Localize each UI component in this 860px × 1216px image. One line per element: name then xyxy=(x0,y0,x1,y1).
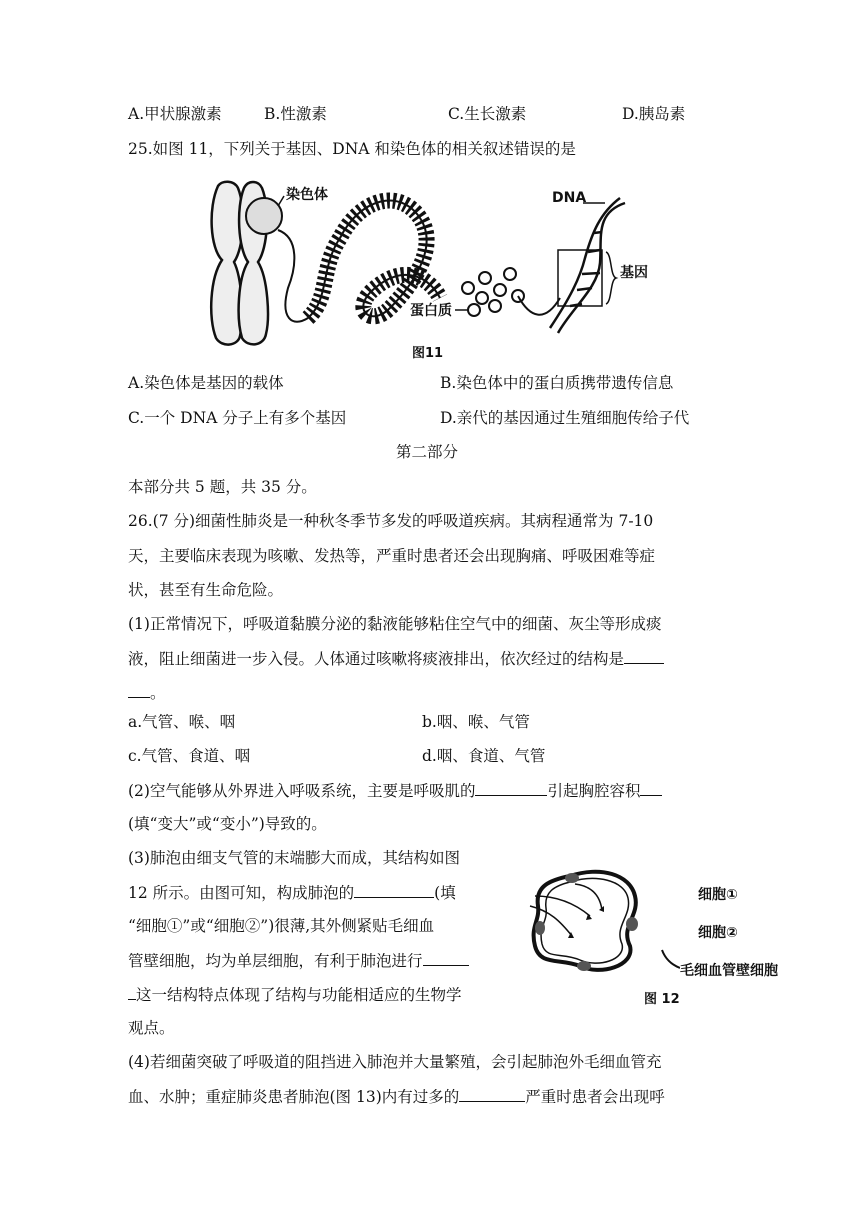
q26-sub3-text-d: 这一结构特点体现了结构与功能相适应的生物学 xyxy=(136,986,462,1004)
part2-title: 第二部分 xyxy=(396,443,459,461)
figure-12 xyxy=(520,866,820,1008)
q26-sub1-text: 液，阻止细菌进一步入侵。人体通过咳嗽将痰液排出，依次经过的结构是 xyxy=(128,650,625,668)
gene-label: 基因 xyxy=(620,265,648,281)
q24-option-b: B.性激素 xyxy=(264,105,327,123)
q26-sub1-line3 xyxy=(128,681,166,704)
q26-option-b: b.咽、喉、气管 xyxy=(422,713,530,731)
cell1-label: 细胞① xyxy=(698,887,738,903)
q26-sub3-text-c: 管壁细胞，均为单层细胞，有利于肺泡进行 xyxy=(128,952,423,970)
q26-sub1-end: 。 xyxy=(150,684,166,702)
chromosome-label: 染色体 xyxy=(286,187,328,203)
answer-blank-3[interactable] xyxy=(640,779,662,796)
q25-stem: 25.如图 11，下列关于基因、DNA 和染色体的相关叙述错误的是 xyxy=(128,140,576,158)
q26-sub3-line6: 观点。 xyxy=(128,1019,175,1037)
answer-blank-5-cont[interactable] xyxy=(128,983,136,1000)
q26-sub4-text-a: 血、水肿；重症肺炎患者肺泡(图 13)内有过多的 xyxy=(128,1088,460,1106)
q26-sub3-text-b: (填 xyxy=(434,884,456,902)
q25-option-a: A.染色体是基因的载体 xyxy=(128,374,284,392)
q24-option-c: C.生长激素 xyxy=(448,105,527,123)
q26-sub4-line1: (4)若细菌突破了呼吸道的阻挡进入肺泡并大量繁殖，会引起肺泡外毛细血管充 xyxy=(128,1053,662,1071)
q26-sub3-line4 xyxy=(128,949,469,972)
q25-option-c: C.一个 DNA 分子上有多个基因 xyxy=(128,409,347,427)
q26-sub3-line1: (3)肺泡由细支气管的末端膨大而成，其结构如图 xyxy=(128,849,460,867)
q26-sub3-line3: “细胞①”或“细胞②”)很薄,其外侧紧贴毛细血 xyxy=(128,917,435,935)
answer-blank-1-cont[interactable] xyxy=(128,681,150,698)
answer-blank-4[interactable] xyxy=(354,881,434,898)
alveolus-diagram xyxy=(520,866,680,976)
q25-option-b: B.染色体中的蛋白质携带遗传信息 xyxy=(440,374,674,392)
q26-sub2-text-b: 引起胸腔容积 xyxy=(547,782,641,800)
protein-label: 蛋白质 xyxy=(410,303,452,319)
figure-11-caption: 图11 xyxy=(412,346,444,361)
q26-sub4-text-b: 严重时患者会出现呼 xyxy=(525,1088,665,1106)
dna-label: DNA xyxy=(552,190,587,206)
q26-option-c: c.气管、食道、咽 xyxy=(128,747,251,765)
q26-sub4-line2 xyxy=(128,1085,665,1108)
chromosome-drawing xyxy=(211,182,284,345)
q26-option-d: d.咽、食道、气管 xyxy=(422,747,546,765)
q26-sub2-text-a: (2)空气能够从外界进入呼吸系统，主要是呼吸肌的 xyxy=(128,782,476,800)
q25-option-d: D.亲代的基因通过生殖细胞传给子代 xyxy=(440,409,690,427)
answer-blank-1[interactable] xyxy=(624,647,664,664)
capillary-cell-label: 毛细血管壁细胞 xyxy=(680,963,778,979)
q26-sub3-line5 xyxy=(128,983,462,1006)
q26-option-a: a.气管、喉、咽 xyxy=(128,713,236,731)
answer-blank-2[interactable] xyxy=(475,779,547,796)
q24-option-d: D.胰岛素 xyxy=(622,105,686,123)
dna-helix xyxy=(550,198,625,333)
answer-blank-6[interactable] xyxy=(459,1085,525,1102)
q26-sub1-line2 xyxy=(128,647,664,670)
q26-sub3-line2 xyxy=(128,881,456,904)
answer-blank-5[interactable] xyxy=(423,949,469,966)
figure-11 xyxy=(200,178,660,368)
q26-stem-line1: 26.(7 分)细菌性肺炎是一种秋冬季节多发的呼吸道疾病。其病程通常为 7-10 xyxy=(128,512,654,530)
q26-sub2-line2: (填“变大”或“变小”)导致的。 xyxy=(128,815,327,833)
q26-stem-line3: 状，甚至有生命危险。 xyxy=(128,581,284,599)
q26-sub2-line1 xyxy=(128,779,662,802)
figure-12-caption: 图 12 xyxy=(644,992,680,1007)
part2-intro: 本部分共 5 题，共 35 分。 xyxy=(128,478,317,496)
cell2-label: 细胞② xyxy=(698,925,738,941)
q24-option-a: A.甲状腺激素 xyxy=(128,105,222,123)
chromosome-dna-diagram xyxy=(200,178,660,368)
histone-beads xyxy=(462,268,524,316)
q26-sub1-line1: (1)正常情况下，呼吸道黏膜分泌的黏液能够粘住空气中的细菌、灰尘等形成痰 xyxy=(128,615,662,633)
q26-sub3-text-a: 12 所示。由图可知，构成肺泡的 xyxy=(128,884,355,902)
q26-stem-line2: 天，主要临床表现为咳嗽、发热等，严重时患者还会出现胸痛、呼吸困难等症 xyxy=(128,547,656,565)
